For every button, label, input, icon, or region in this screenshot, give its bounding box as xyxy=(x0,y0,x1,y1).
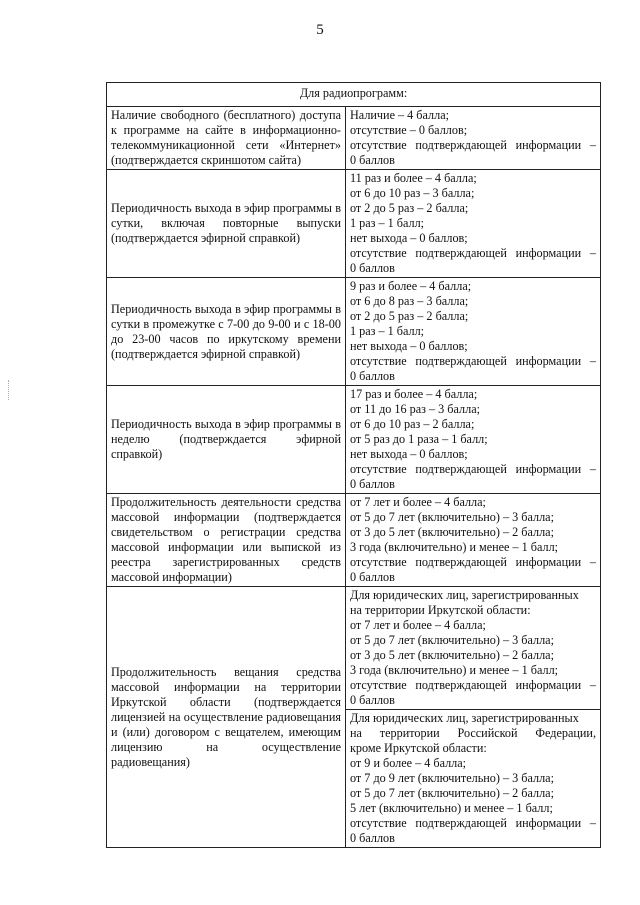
table-row xyxy=(107,587,601,710)
score-line: 0 баллов xyxy=(350,153,395,167)
criteria-table xyxy=(106,82,601,848)
score-line: 17 раз и более – 4 балла; xyxy=(350,387,478,401)
score-line: от 3 до 5 лет (включительно) – 2 балла; xyxy=(350,525,554,539)
table-header: Для радиопрограмм: xyxy=(107,83,601,107)
table-row xyxy=(107,170,601,278)
score-line: от 6 до 10 раз – 3 балла; xyxy=(350,186,475,200)
score-line: от 2 до 5 раз – 2 балла; xyxy=(350,309,469,323)
score-line: нет выхода – 0 баллов; xyxy=(350,447,468,461)
score-cell xyxy=(346,386,601,494)
score-line: 5 лет (включительно) и менее – 1 балл; xyxy=(350,801,553,815)
score-line: от 5 до 7 лет (включительно) – 2 балла; xyxy=(350,786,554,800)
score-line: отсутствие подтверждающей информации – xyxy=(350,462,597,476)
score-line: отсутствие подтверждающей информации – xyxy=(350,354,597,368)
score-line: от 2 до 5 раз – 2 балла; xyxy=(350,201,469,215)
score-line: от 7 лет и более – 4 балла; xyxy=(350,495,486,509)
table-row xyxy=(107,107,601,170)
score-line: 0 баллов xyxy=(350,477,395,491)
criterion-cell: Наличие свободного (бесплатного) доступа к программе на сайте в информационно-телекоммуникационной сети «Интернет» (подтверждается скриншотом сайта) xyxy=(107,107,346,170)
score-line: 3 года (включительно) и менее – 1 балл; xyxy=(350,663,559,677)
score-line: нет выхода – 0 баллов; xyxy=(350,231,468,245)
score-line: 1 раз – 1 балл; xyxy=(350,216,425,230)
score-line: 3 года (включительно) и менее – 1 балл; xyxy=(350,540,559,554)
table-row xyxy=(107,494,601,587)
score-line: на территории Иркутской области: xyxy=(350,603,531,617)
score-line: отсутствие – 0 баллов; xyxy=(350,123,468,137)
score-cell xyxy=(346,494,601,587)
score-line: от 11 до 16 раз – 3 балла; xyxy=(350,402,480,416)
score-line: Для юридических лиц, зарегистрированных xyxy=(350,711,579,725)
score-line: 0 баллов xyxy=(350,831,395,845)
score-line: от 5 до 7 лет (включительно) – 3 балла; xyxy=(350,633,554,647)
score-cell xyxy=(346,710,601,848)
score-cell xyxy=(346,587,601,710)
score-line: от 3 до 5 лет (включительно) – 2 балла; xyxy=(350,648,554,662)
score-line: от 5 до 7 лет (включительно) – 3 балла; xyxy=(350,510,554,524)
table-row xyxy=(107,278,601,386)
score-line: от 7 до 9 лет (включительно) – 3 балла; xyxy=(350,771,554,785)
score-line: от 6 до 8 раз – 3 балла; xyxy=(350,294,469,308)
score-cell xyxy=(346,278,601,386)
criterion-cell: Периодичность выхода в эфир программы в сутки, включая повторные выпуски (подтверждается эфирной справкой) xyxy=(107,170,346,278)
score-line: 1 раз – 1 балл; xyxy=(350,324,425,338)
score-line: нет выхода – 0 баллов; xyxy=(350,339,468,353)
score-line: отсутствие подтверждающей информации – xyxy=(350,816,597,830)
criterion-cell: Периодичность выхода в эфир программы в неделю (подтверждается эфирной справкой) xyxy=(107,386,346,494)
score-line: отсутствие подтверждающей информации – xyxy=(350,246,597,260)
margin-mark xyxy=(8,380,11,400)
score-cell xyxy=(346,107,601,170)
score-line: 0 баллов xyxy=(350,261,395,275)
table-header-row xyxy=(107,83,601,107)
score-line: 11 раз и более – 4 балла; xyxy=(350,171,477,185)
score-line: Наличие – 4 балла; xyxy=(350,108,449,122)
score-cell xyxy=(346,170,601,278)
score-line: отсутствие подтверждающей информации – xyxy=(350,678,597,692)
page-number: 5 xyxy=(316,22,324,38)
score-line: от 6 до 10 раз – 2 балла; xyxy=(350,417,475,431)
table-row xyxy=(107,386,601,494)
criterion-cell: Продолжительность деятельности средства массовой информации (подтверждается свидетельством о регистрации средства массовой информации или выпиской из реестра зарегистрированных средств массовой информации) xyxy=(107,494,346,587)
score-line: отсутствие подтверждающей информации – xyxy=(350,138,597,152)
criterion-cell: Периодичность выхода в эфир программы в сутки в промежутке с 7-00 до 9-00 и с 18-00 до 23-00 часов по иркутскому времени (подтверждается эфирной справкой) xyxy=(107,278,346,386)
score-line: от 7 лет и более – 4 балла; xyxy=(350,618,486,632)
score-line: 0 баллов xyxy=(350,369,395,383)
score-line: от 5 раз до 1 раза – 1 балл; xyxy=(350,432,488,446)
score-line: 9 раз и более – 4 балла; xyxy=(350,279,472,293)
score-line: 0 баллов xyxy=(350,570,395,584)
score-line: 0 баллов xyxy=(350,693,395,707)
criterion-cell: Продолжительность вещания средства массовой информации на территории Иркутской области (подтверждается лицензией на осуществление радиовещания и (или) договором с вещателем, имеющим лицензию на осуществление радиовещания) xyxy=(107,587,346,848)
score-line: на территории Российской Федерации, xyxy=(350,726,597,740)
score-line: кроме Иркутской области: xyxy=(350,741,487,755)
score-line: Для юридических лиц, зарегистрированных xyxy=(350,588,579,602)
score-line: от 9 и более – 4 балла; xyxy=(350,756,467,770)
score-line: отсутствие подтверждающей информации – xyxy=(350,555,597,569)
